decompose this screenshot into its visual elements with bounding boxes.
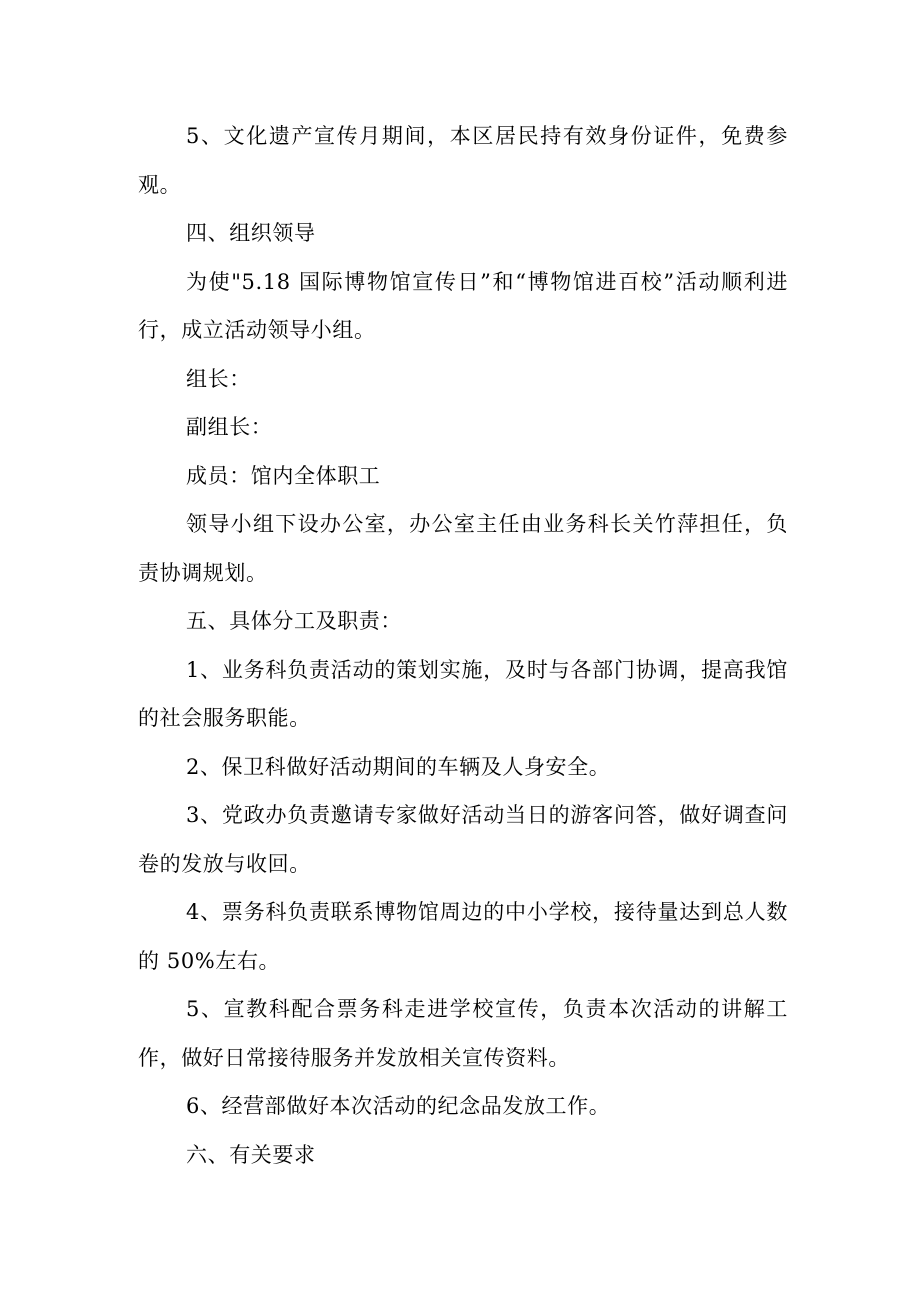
paragraph-duty-ticketing: 4、票务科负责联系博物馆周边的中小学校，接待量达到总人数的 50%左右。 bbox=[138, 900, 788, 973]
paragraph-free-admission: 5、文化遗产宣传月期间，本区居民持有效身份证件，免费参观。 bbox=[138, 124, 788, 197]
document-body bbox=[138, 112, 788, 1179]
section-heading-duties: 五、具体分工及职责： bbox=[186, 609, 402, 633]
paragraph-group-leader: 组长： bbox=[186, 366, 251, 391]
section-heading-requirements: 六、有关要求 bbox=[186, 1142, 316, 1167]
paragraph-duty-operations: 6、经营部做好本次活动的纪念品发放工作。 bbox=[186, 1094, 611, 1118]
paragraph-members: 成员：馆内全体职工 bbox=[186, 463, 381, 488]
paragraph-office: 领导小组下设办公室，办公室主任由业务科长关竹萍担任，负责协调规划。 bbox=[138, 512, 788, 585]
paragraph-deputy-leader: 副组长： bbox=[186, 415, 273, 439]
paragraph-duty-business: 1、业务科负责活动的策划实施，及时与各部门协调，提高我馆的社会服务职能。 bbox=[138, 657, 788, 730]
paragraph-leadership-group: 为使"5.18 国际博物馆宣传日”和“博物馆进百校”活动顺利进行，成立活动领导小组。 bbox=[138, 269, 788, 342]
paragraph-duty-education: 5、宣教科配合票务科走进学校宣传，负责本次活动的讲解工作，做好日常接待服务并发放相关宣传资料。 bbox=[138, 997, 788, 1070]
section-heading-organization: 四、组织领导 bbox=[186, 221, 316, 245]
paragraph-duty-admin-office: 3、党政办负责邀请专家做好活动当日的游客问答，做好调查问卷的发放与收回。 bbox=[138, 803, 788, 876]
paragraph-duty-security: 2、保卫科做好活动期间的车辆及人身安全。 bbox=[186, 754, 611, 779]
